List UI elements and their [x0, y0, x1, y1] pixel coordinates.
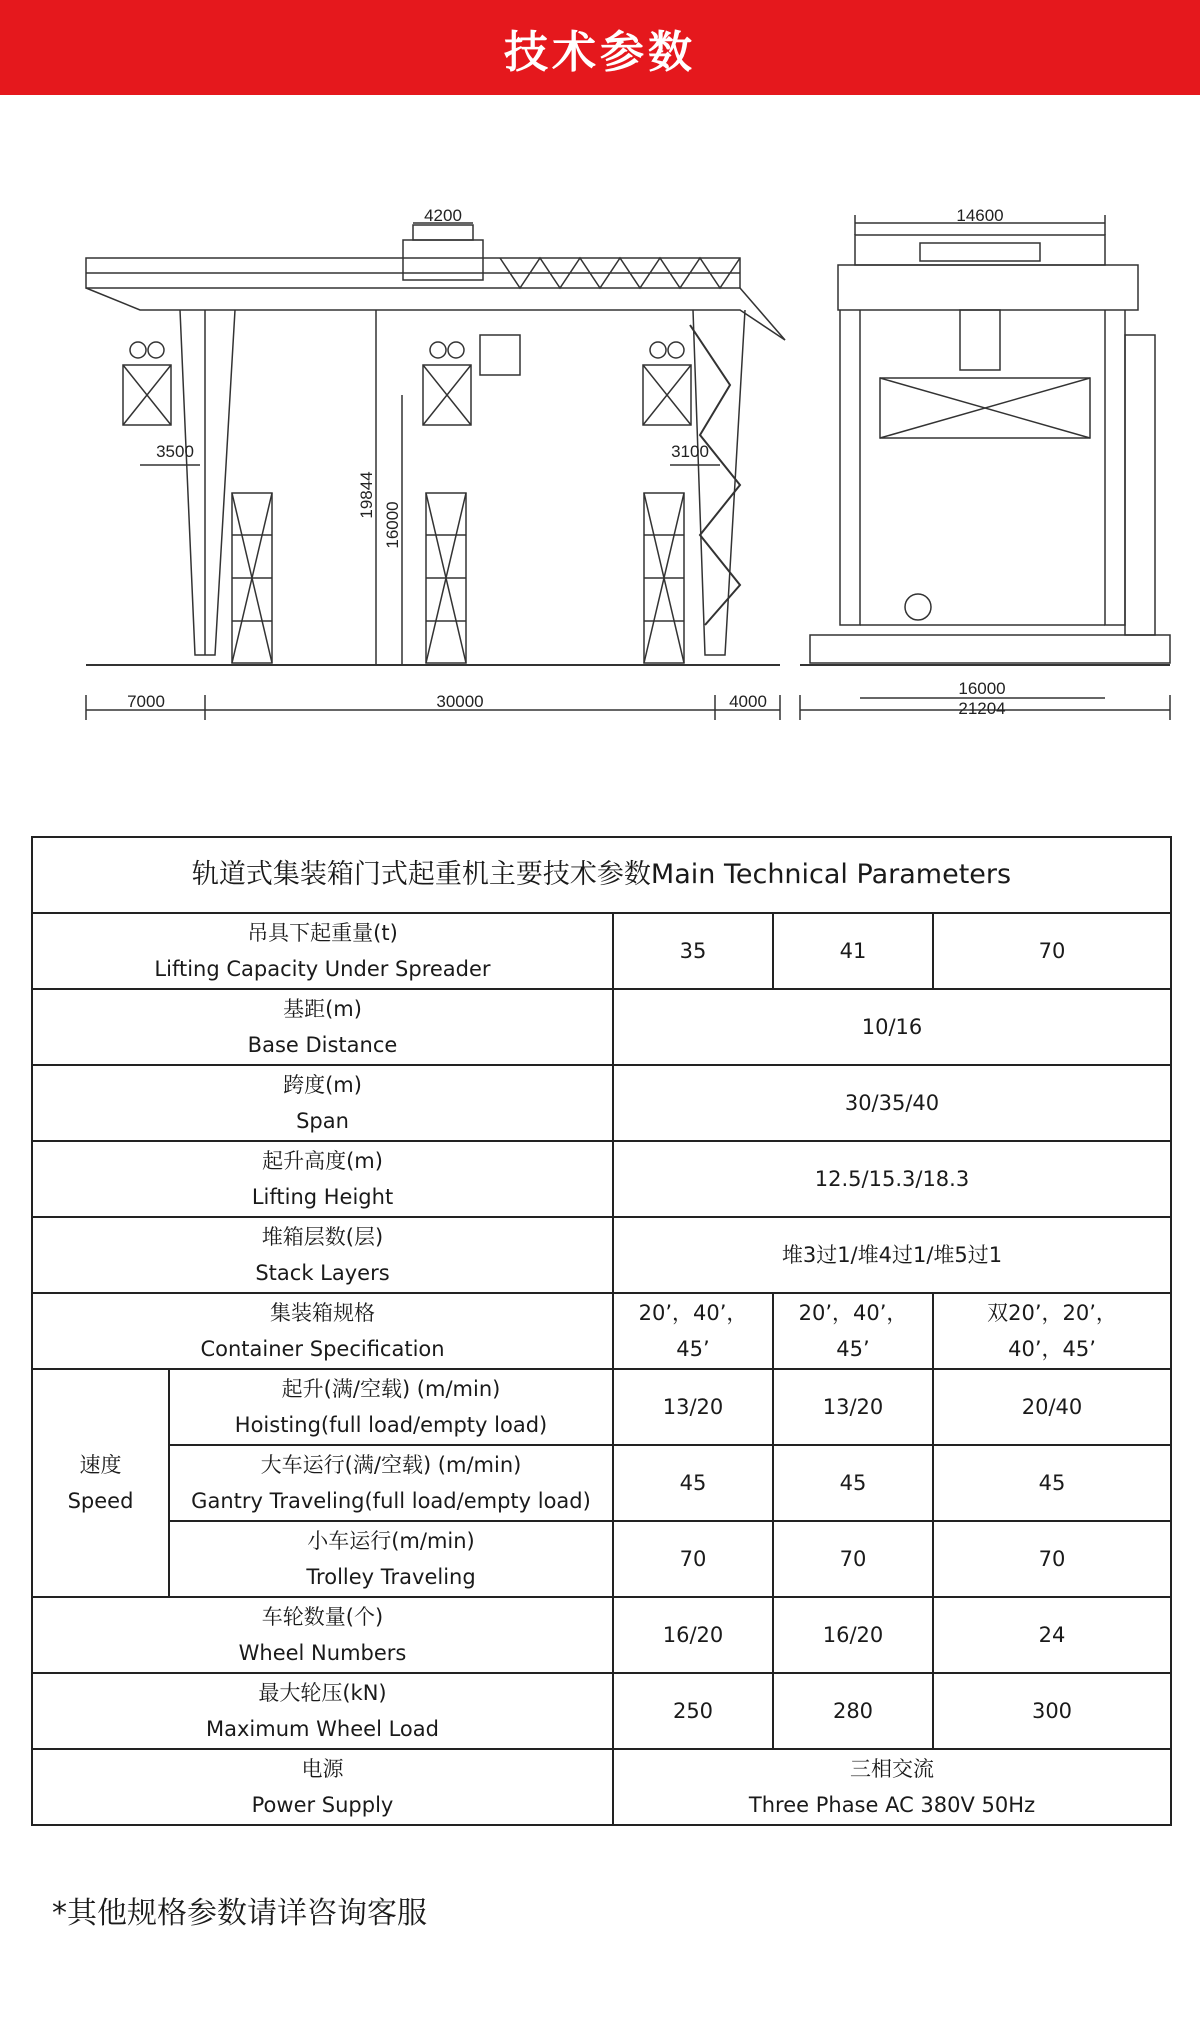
param-label: 堆箱层数(层) Stack Layers [32, 1217, 613, 1293]
param-value: 280 [773, 1673, 933, 1749]
param-value: 13/20 [613, 1369, 773, 1445]
param-value: 30/35/40 [613, 1065, 1171, 1141]
param-value: 70 [933, 1521, 1171, 1597]
param-value: 70 [613, 1521, 773, 1597]
left-leg [180, 310, 235, 655]
dim-trolley: 4200 [424, 206, 462, 225]
dim-side-top: 14600 [956, 206, 1004, 225]
container-stack-left [232, 493, 272, 663]
dim-base: 16000 [958, 679, 1006, 698]
param-value: 12.5/15.3/18.3 [613, 1141, 1171, 1217]
header-banner [0, 0, 1200, 95]
speed-group-label: 速度 Speed [32, 1369, 169, 1597]
param-label: 最大轮压(kN) Maximum Wheel Load [32, 1673, 613, 1749]
dim-right-cantilever: 3100 [671, 442, 709, 461]
table-row [32, 1597, 1171, 1673]
table-row [32, 1445, 1171, 1521]
param-value: 24 [933, 1597, 1171, 1673]
param-label: 集装箱规格 Container Specification [32, 1293, 613, 1369]
table-row [32, 1293, 1171, 1369]
footnote: *其他规格参数请详咨询客服 [52, 1896, 427, 1931]
table-row [32, 989, 1171, 1065]
param-label: 吊具下起重量(t) Lifting Capacity Under Spreader [32, 913, 613, 989]
param-value: 20’，40’， 45’ [613, 1293, 773, 1369]
table-row [32, 1065, 1171, 1141]
table-title-row [32, 837, 1171, 913]
dim-height-1: 19844 [357, 471, 376, 519]
table-row [32, 1521, 1171, 1597]
param-value: 三相交流 Three Phase AC 380V 50Hz [613, 1749, 1171, 1825]
param-value: 70 [773, 1521, 933, 1597]
param-value: 16/20 [773, 1597, 933, 1673]
param-value: 10/16 [613, 989, 1171, 1065]
param-value: 70 [933, 913, 1171, 989]
spec-table [31, 836, 1172, 1826]
param-value: 45 [613, 1445, 773, 1521]
dim-left-cantilever: 3500 [156, 442, 194, 461]
param-value: 45 [933, 1445, 1171, 1521]
page-title: 技术参数 [504, 26, 696, 78]
table-row [32, 1217, 1171, 1293]
param-value: 13/20 [773, 1369, 933, 1445]
container-stack-middle [426, 493, 466, 663]
crane-drawing [0, 95, 1200, 755]
param-label: 基距(m) Base Distance [32, 989, 613, 1065]
dim-right-outreach: 4000 [729, 692, 767, 711]
container-stack-right [644, 493, 684, 663]
side-base [810, 635, 1170, 663]
param-value: 41 [773, 913, 933, 989]
param-value: 20’，40’， 45’ [773, 1293, 933, 1369]
table-title: 轨道式集装箱门式起重机主要技术参数Main Technical Parameters [32, 837, 1171, 913]
param-value: 35 [613, 913, 773, 989]
dim-overall: 21204 [958, 699, 1006, 718]
param-value: 250 [613, 1673, 773, 1749]
table-row [32, 913, 1171, 989]
table-row [32, 1141, 1171, 1217]
param-value: 45 [773, 1445, 933, 1521]
param-label: 电源 Power Supply [32, 1749, 613, 1825]
param-value: 双20’，20’， 40’，45’ [933, 1293, 1171, 1369]
table-row [32, 1673, 1171, 1749]
param-value: 20/40 [933, 1369, 1171, 1445]
param-label: 车轮数量(个) Wheel Numbers [32, 1597, 613, 1673]
dim-span: 30000 [436, 692, 484, 711]
table-row [32, 1749, 1171, 1825]
param-label: 跨度(m) Span [32, 1065, 613, 1141]
param-value: 堆3过1/堆4过1/堆5过1 [613, 1217, 1171, 1293]
table-row [32, 1369, 1171, 1445]
crane-drawing-svg [0, 95, 1200, 755]
param-label: 起升(满/空载) (m/min) Hoisting(full load/empty load) [169, 1369, 613, 1445]
dim-left-outreach: 7000 [127, 692, 165, 711]
dim-height-2: 16000 [383, 501, 402, 549]
param-label: 起升高度(m) Lifting Height [32, 1141, 613, 1217]
side-top-frame [838, 265, 1138, 310]
param-label: 小车运行(m/min) Trolley Traveling [169, 1521, 613, 1597]
param-value: 300 [933, 1673, 1171, 1749]
param-label: 大车运行(满/空载) (m/min) Gantry Traveling(full load/empty load) [169, 1445, 613, 1521]
param-value: 16/20 [613, 1597, 773, 1673]
trolley [403, 240, 483, 280]
